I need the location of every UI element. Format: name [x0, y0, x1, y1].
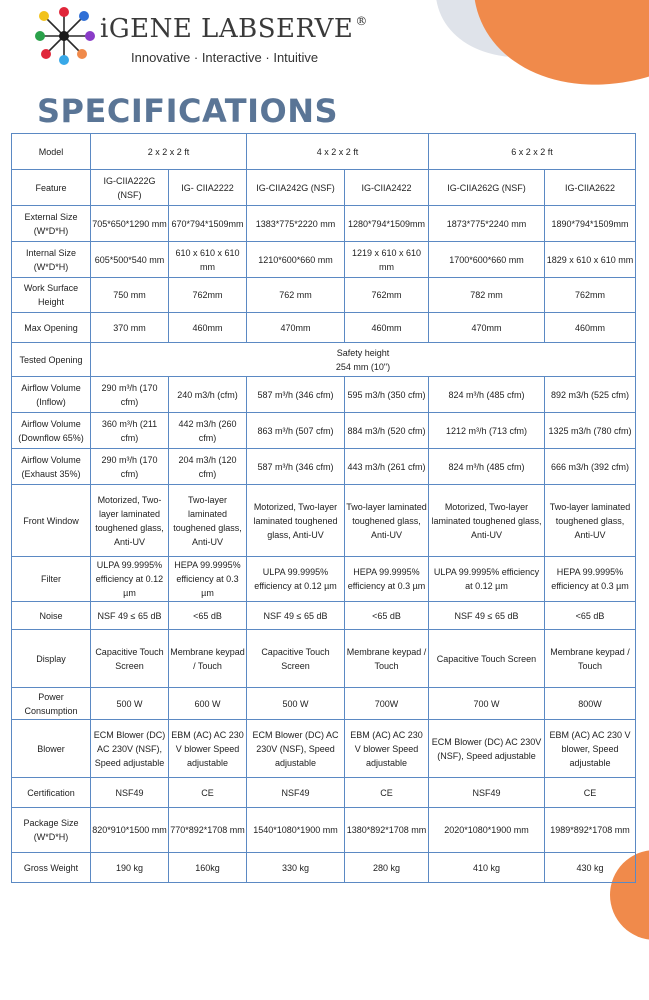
spec-row [12, 630, 636, 688]
row-label: Certification [12, 778, 91, 808]
spec-cell: 1219 x 610 x 610 mm [345, 242, 429, 278]
spec-cell: 884 m3/h (520 cfm) [345, 413, 429, 449]
spec-cell: Motorized, Two-layer laminated toughened glass, Anti-UV [429, 485, 545, 557]
brand-name: iGENE LABSERVE ® [100, 14, 368, 44]
spec-cell: 750 mm [91, 278, 169, 313]
spec-cell: ECM Blower (DC) AC 230V (NSF), Speed adjustable [247, 720, 345, 778]
spec-cell: NSF49 [247, 778, 345, 808]
spec-row [12, 688, 636, 720]
spec-cell: 762 mm [247, 278, 345, 313]
row-label: Display [12, 630, 91, 688]
spec-row [12, 413, 636, 449]
spec-cell: 670*794*1509mm [169, 206, 247, 242]
feature-row [12, 170, 636, 206]
spec-cell: ULPA 99.9995% efficiency at 0.12 µm [247, 557, 345, 602]
tested-opening-line2: 254 mm (10") [335, 361, 391, 372]
spec-cell: 782 mm [429, 278, 545, 313]
spec-cell: Capacitive Touch Screen [247, 630, 345, 688]
brand-tagline: Innovative · Interactive · Intuitive [131, 50, 319, 65]
spec-cell: Two-layer laminated toughened glass, Anti-UV [169, 485, 247, 557]
spec-row [12, 449, 636, 485]
spec-cell: 1210*600*660 mm [247, 242, 345, 278]
row-label: Noise [12, 602, 91, 630]
model-group: 4 x 2 x 2 ft [247, 134, 429, 170]
spec-cell: Membrane keypad / Touch [169, 630, 247, 688]
spec-cell: EBM (AC) AC 230 V blower Speed adjustable [169, 720, 247, 778]
spec-cell: 1380*892*1708 mm [345, 808, 429, 853]
feature-cell: IG-CIIA2422 [345, 170, 429, 206]
spec-cell: NSF 49 ≤ 65 dB [429, 602, 545, 630]
spec-cell: 470mm [247, 313, 345, 343]
feature-cell: IG-CIIA242G (NSF) [247, 170, 345, 206]
spec-row [12, 853, 636, 883]
spec-cell: Motorized, Two-layer laminated toughened glass, Anti-UV [91, 485, 169, 557]
spec-cell: 443 m3/h (261 cfm) [345, 449, 429, 485]
tested-opening-row [12, 343, 636, 377]
spec-cell: 460mm [545, 313, 636, 343]
spec-cell: 587 m³/h (346 cfm) [247, 377, 345, 413]
spec-cell: NSF 49 ≤ 65 dB [91, 602, 169, 630]
spec-cell: 820*910*1500 mm [91, 808, 169, 853]
spec-cell: 330 kg [247, 853, 345, 883]
spec-cell: CE [169, 778, 247, 808]
registered-mark: ® [355, 14, 368, 28]
spec-cell: 762mm [169, 278, 247, 313]
spec-cell: 762mm [545, 278, 636, 313]
row-label: Internal Size (W*D*H) [12, 242, 91, 278]
spec-row [12, 377, 636, 413]
spec-cell: 587 m³/h (346 cfm) [247, 449, 345, 485]
spec-cell: Two-layer laminated toughened glass, Anti-UV [345, 485, 429, 557]
spec-cell: 410 kg [429, 853, 545, 883]
spec-cell: <65 dB [169, 602, 247, 630]
spec-row [12, 720, 636, 778]
spec-cell: 824 m³/h (485 cfm) [429, 449, 545, 485]
row-label: Blower [12, 720, 91, 778]
feature-cell: IG- CIIA2222 [169, 170, 247, 206]
spec-cell: 290 m³/h (170 cfm) [91, 377, 169, 413]
spec-cell: <65 dB [545, 602, 636, 630]
spec-cell: 290 m³/h (170 cfm) [91, 449, 169, 485]
spec-cell: NSF49 [91, 778, 169, 808]
spec-cell: 460mm [169, 313, 247, 343]
spec-cell: 500 W [91, 688, 169, 720]
row-label: Feature [12, 170, 91, 206]
spec-cell: 1325 m3/h (780 cfm) [545, 413, 636, 449]
spec-cell: 370 mm [91, 313, 169, 343]
row-label: External Size (W*D*H) [12, 206, 91, 242]
spec-cell: 1212 m³/h (713 cfm) [429, 413, 545, 449]
spec-cell: 470mm [429, 313, 545, 343]
brand-logo [34, 6, 368, 68]
spec-cell: 1890*794*1509mm [545, 206, 636, 242]
row-label: Airflow Volume (Downflow 65%) [12, 413, 91, 449]
spec-cell: 2020*1080*1900 mm [429, 808, 545, 853]
spec-cell: ULPA 99.9995% efficiency at 0.12 µm [91, 557, 169, 602]
spec-row [12, 778, 636, 808]
model-group: 2 x 2 x 2 ft [91, 134, 247, 170]
spec-table [11, 133, 636, 883]
spec-row [12, 808, 636, 853]
row-label: Airflow Volume (Exhaust 35%) [12, 449, 91, 485]
model-row [12, 134, 636, 170]
tested-opening-line1: Safety height [336, 347, 390, 358]
spec-cell: Membrane keypad / Touch [545, 630, 636, 688]
spec-cell: 762mm [345, 278, 429, 313]
row-label: Model [12, 134, 91, 170]
spec-cell: NSF 49 ≤ 65 dB [247, 602, 345, 630]
spec-cell: EBM (AC) AC 230 V blower Speed adjustable [345, 720, 429, 778]
spec-cell: 430 kg [545, 853, 636, 883]
feature-cell: IG-CIIA262G (NSF) [429, 170, 545, 206]
page-title: SPECIFICATIONS [37, 92, 339, 130]
spec-cell: 600 W [169, 688, 247, 720]
row-label: Airflow Volume (Inflow) [12, 377, 91, 413]
spec-cell: 204 m3/h (120 cfm) [169, 449, 247, 485]
spec-cell: HEPA 99.9995% efficiency at 0.3 µm [169, 557, 247, 602]
spec-row [12, 313, 636, 343]
spec-cell: 770*892*1708 mm [169, 808, 247, 853]
spec-cell: Membrane keypad / Touch [345, 630, 429, 688]
spec-cell: 1540*1080*1900 mm [247, 808, 345, 853]
row-label: Gross Weight [12, 853, 91, 883]
spec-cell: HEPA 99.9995% efficiency at 0.3 µm [545, 557, 636, 602]
molecule-logo-icon [34, 6, 98, 66]
spec-row [12, 278, 636, 313]
spec-row [12, 602, 636, 630]
spec-cell: CE [545, 778, 636, 808]
spec-cell: NSF49 [429, 778, 545, 808]
spec-cell: Capacitive Touch Screen [91, 630, 169, 688]
spec-cell: 800W [545, 688, 636, 720]
spec-cell: Motorized, Two-layer laminated toughened glass, Anti-UV [247, 485, 345, 557]
row-label: Filter [12, 557, 91, 602]
spec-cell: 1280*794*1509mm [345, 206, 429, 242]
spec-cell: 500 W [247, 688, 345, 720]
spec-cell: 700W [345, 688, 429, 720]
spec-cell: 700 W [429, 688, 545, 720]
spec-cell: 705*650*1290 mm [91, 206, 169, 242]
feature-cell: IG-CIIA2622 [545, 170, 636, 206]
row-label: Power Consumption [12, 688, 91, 720]
spec-cell: 1873*775*2240 mm [429, 206, 545, 242]
spec-cell: 824 m³/h (485 cfm) [429, 377, 545, 413]
spec-row [12, 206, 636, 242]
spec-cell: 595 m3/h (350 cfm) [345, 377, 429, 413]
spec-cell: HEPA 99.9995% efficiency at 0.3 µm [345, 557, 429, 602]
spec-cell: ECM Blower (DC) AC 230V (NSF), Speed adjustable [429, 720, 545, 778]
spec-cell: ECM Blower (DC) AC 230V (NSF), Speed adjustable [91, 720, 169, 778]
spec-cell: 360 m³/h (211 cfm) [91, 413, 169, 449]
row-label: Work Surface Height [12, 278, 91, 313]
spec-cell: 666 m3/h (392 cfm) [545, 449, 636, 485]
spec-cell: 280 kg [345, 853, 429, 883]
row-label: Tested Opening [12, 343, 91, 377]
spec-cell: 610 x 610 x 610 mm [169, 242, 247, 278]
spec-cell: 460mm [345, 313, 429, 343]
spec-cell: 1383*775*2220 mm [247, 206, 345, 242]
model-group: 6 x 2 x 2 ft [429, 134, 636, 170]
spec-cell: 1700*600*660 mm [429, 242, 545, 278]
spec-cell: CE [345, 778, 429, 808]
spec-cell: 892 m3/h (525 cfm) [545, 377, 636, 413]
spec-cell: ULPA 99.9995% efficiency at 0.12 µm [429, 557, 545, 602]
row-label: Package Size (W*D*H) [12, 808, 91, 853]
spec-cell: <65 dB [345, 602, 429, 630]
feature-cell: IG-CIIA222G (NSF) [91, 170, 169, 206]
row-label: Front Window [12, 485, 91, 557]
spec-cell: Two-layer laminated toughened glass, Anti-UV [545, 485, 636, 557]
spec-cell: 442 m3/h (260 cfm) [169, 413, 247, 449]
spec-cell: 863 m³/h (507 cfm) [247, 413, 345, 449]
spec-cell: 190 kg [91, 853, 169, 883]
spec-cell: EBM (AC) AC 230 V blower, Speed adjustable [545, 720, 636, 778]
spec-cell: 240 m3/h (cfm) [169, 377, 247, 413]
spec-row [12, 557, 636, 602]
row-label: Max Opening [12, 313, 91, 343]
spec-row [12, 485, 636, 557]
tested-opening-value [91, 343, 636, 377]
spec-cell: 160kg [169, 853, 247, 883]
spec-cell: 1829 x 610 x 610 mm [545, 242, 636, 278]
spec-cell: Capacitive Touch Screen [429, 630, 545, 688]
spec-cell: 605*500*540 mm [91, 242, 169, 278]
spec-row [12, 242, 636, 278]
spec-cell: 1989*892*1708 mm [545, 808, 636, 853]
